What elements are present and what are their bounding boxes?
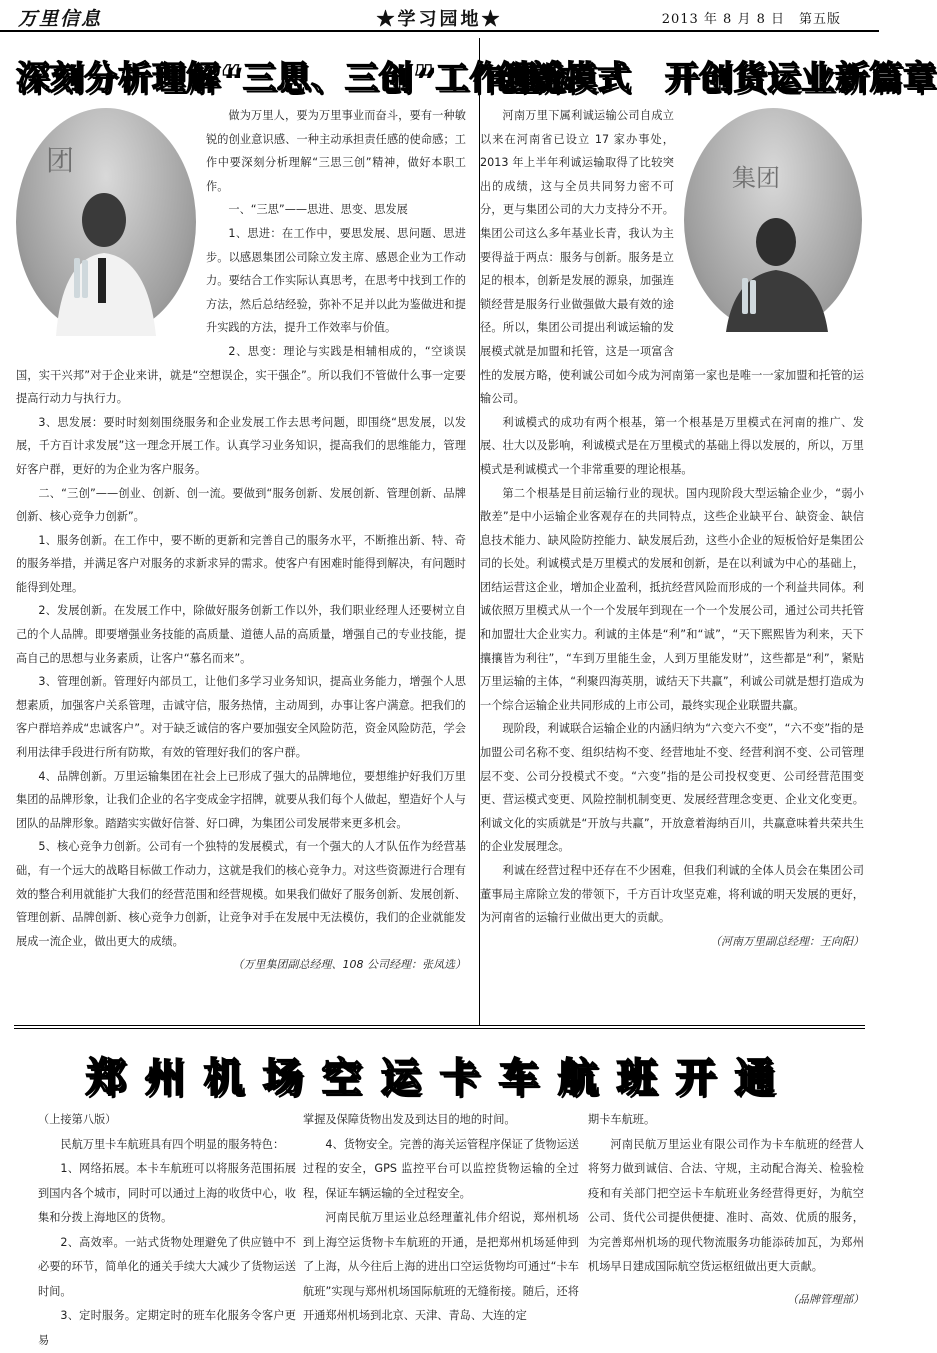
bottom-paragraph: 河南民航万里运业有限公司作为卡车航班的经营人将努力做到诚信、合法、守规，主动配合海关、检验检疫和有关部门把空运卡车航班业务经营得更好，为航空公司、货代公司提供便捷、准时、高效、优质的服务，为完善郑州机场的现代物流服务功能添砖加瓦，为郑州机场早日建成国际航空货运枢纽做出更大贡献。 bbox=[588, 1137, 864, 1273]
left-subheading: 一、“三思”——思进、思变、思发展 bbox=[228, 203, 408, 217]
bottom-paragraph: 掌握及保障货物出发及到达目的地的时间。 bbox=[303, 1113, 516, 1126]
right-article-title: 创新模式 开创货运业新篇章 bbox=[495, 58, 937, 97]
right-paragraph: 现阶段，利诚联合运输企业的内涵归纳为“六变六不变”，“六不变”指的是加盟公司名称不变、组织结构不变、经营地址不变、经营利润不变、公司管理层不变、公司分投模式不变。“六变”指的是公司投权变更、公司经营范围变更、营运模式变更、风险控制机制变更、发展经营理念变更、企业文化变更。利诚文化的实质就是“开放与共赢”，开放意着海纳百川，共赢意味着共荣共生的企业发展理念。 bbox=[480, 722, 864, 854]
bottom-paragraph: 期卡车航班。 bbox=[588, 1113, 656, 1126]
left-article-title: 深刻分析理解“三思、三创”工作理念 bbox=[16, 58, 572, 97]
left-paragraph: 3、管理创新。管理好内部员工，让他们多学习业务知识，提高业务能力，增强个人思想素质，加强客户关系管理，击诚守信，服务热情，主动周到，办事让客户满意。把我们的客户群培养成“忠诚客户”。对于缺乏诚信的客户要加强安全风险防范，资金风险防范，学会利用法律手段进行所有防欺，有效的管理好我们的客户群。 bbox=[16, 675, 466, 760]
section-divider-double bbox=[14, 1028, 865, 1029]
backdrop-logo-text: 集团 bbox=[732, 164, 780, 192]
left-paragraph: 2、思变：理论与实践是相辅相成的，“空谈误国，实干兴邦”对于企业来讲，就是“空想误企，实干强企”。所以我们不管做什么事一定要提高行动力与执行力。 bbox=[16, 344, 466, 406]
backdrop-logo-text: 团 bbox=[46, 144, 75, 177]
bottom-paragraph: 3、定时服务。定期定时的班车化服务令客户更易 bbox=[38, 1309, 296, 1347]
left-paragraph: 1、服务创新。在工作中，要不断的更新和完善自己的服务水平，不断推出新、特、奇的服务举措，并满足客户对服务的求新求异的需求。使客户有困难时能得到解决，有问题时能得到处理。 bbox=[16, 533, 466, 594]
newspaper-name: 万里信息 bbox=[18, 8, 103, 30]
right-paragraph: 河南万里下属利诚运输公司自成立以来在河南省已设立 17 家办事处，2013 年上半年利诚运输取得了比较突出的成绩，这与全员共同努力密不可分，更与集团公司的大力支持分不开。集团公司这么多年基业长青，我认为主要得益于两点：服务与创新。服务是立足的根本，创新是发展的源泉，加强连锁经营是服务行业做强做大最有效的途径。所以，集团公司提出利诚运输的发展模式就是加盟和托管，这是一项富含性的发展方略，使利诚公司如今成为河南第一家也是唯一一家加盟和托管的运输公司。 bbox=[480, 109, 864, 406]
left-paragraph: 1、思进：在工作中，要思发展、思问题、思进步。以感恩集团公司除立发主席、感恩企业为工作动力。要结合工作实际认真思考，在思考中找到工作的方法，然后总结经验，弥补不足并以此为鉴做进和提升实践的方法，提升工作效率与价值。 bbox=[206, 226, 466, 335]
left-article-body bbox=[16, 104, 466, 977]
left-paragraph: 做为万里人，要为万里事业而奋斗，要有一种敏锐的创业意识感、一种主动承担责任感的使命感；工作中要深刻分析理解“三思三创”精神，做好本职工作。 bbox=[206, 109, 466, 193]
right-paragraph: 利诚模式的成功有两个根基，第一个根基是万里模式在河南的推广、发展、壮大以及影响，利诚模式是在万里模式的基础上得以发展的，所以，万里模式是利诚模式一个非常重要的理论根基。 bbox=[480, 415, 864, 476]
right-paragraph: 第二个根基是目前运输行业的现状。国内现阶段大型运输企业少，“弱小散差”是中小运输企业客观存在的共同特点，这些企业缺平台、缺资金、缺信息技术能力、缺风险防控能力、缺发展后劲，这些小企业的短板恰好是集团公司的长处。利诚模式是万里模式的发展和创新，是在以利诚为中心的基础上，团结运营这企业，增加企业盈利，抵抗经营风险而形成的一个利益共同体。利诚依照万里模式从一个一个发展年到现在一个一个发展公司，通过公司共托管和加盟壮大企业实力。利诚的主体是“利”和“诚”，“天下熙熙皆为利来，天下攘攘皆为利往”，“车到万里能生金，人到万里能发财”，这些都是“利”，紧贴万里运输的主体，“利聚四海英朋，诚结天下共赢”，利诚公司就是想打造成为一个综合运输企业共同形成的上市公司，最终实现企业联盟共赢。 bbox=[480, 486, 864, 712]
section-divider bbox=[14, 1025, 865, 1026]
left-paragraph: 5、核心竞争力创新。公司有一个独特的发展模式，有一个强大的人才队伍作为经营基础，有一个远大的战略目标做工作动力，这就是我们的核心竞争力。对这些资源进行合理有效的整合利用就能扩大我们的经营范围和经营规模。如果我们做好了服务创新、发展创新、管理创新、品牌创新、核心竞争力创新，让竞争对手在发展中无法模仿，我们的企业就能发展成一流企业，做出更大的成绩。 bbox=[16, 840, 466, 948]
bottom-paragraph: 河南民航万里运业总经理董礼伟介绍说，郑州机场到上海空运货物卡车航班的开通，是把郑州机场延伸到了上海，从今往后上海的进出口空运货物均可通过“卡车航班”实现与郑州机场国际航班的无缝衔接。随后，还将开通郑州机场到北京、天津、青岛、大连的定 bbox=[303, 1211, 579, 1322]
right-paragraph: 利诚在经营过程中还存在不少困难，但我们利诚的全体人员会在集团公司董事局主席除立发的带领下，千方百计攻坚克难，将利诚的明天发展的更好，为河南省的运输行业做出更大的贡献。 bbox=[480, 864, 864, 925]
right-article-signature: （河南万里副总经理：王向阳） bbox=[710, 934, 864, 948]
section-title: ★学习园地★ bbox=[376, 9, 503, 30]
issue-date: 2013 年 8 月 8 日 第五版 bbox=[661, 12, 841, 27]
left-paragraph: 3、思发展：要时时刻刻围绕服务和企业发展工作去思考问题，即围绕“思发展，以发展，千方百计求发展”这一理念开展工作。认真学习业务知识，提高我们的思维能力，管理好客户群，更好的为企业为客户服务。 bbox=[16, 415, 466, 476]
bottom-paragraph: （上接第八版） bbox=[38, 1113, 117, 1126]
bottom-column-2 bbox=[303, 1108, 579, 1329]
bottom-paragraph: 1、网络拓展。本卡车航班可以将服务范围拓展到国内各个城市，同时可以通过上海的收货中心，收集和分拨上海地区的货物。 bbox=[38, 1162, 296, 1224]
bottom-article-signature: （品牌管理部） bbox=[787, 1292, 864, 1306]
left-article-signature: （万里集团副总经理、108 公司经理：张凤选） bbox=[232, 958, 466, 972]
page-header bbox=[0, 0, 879, 32]
left-paragraph: 2、发展创新。在发展工作中，除做好服务创新工作以外，我们职业经理人还要树立自己的个人品牌。即要增强业务技能的高质量、道德人品的高质量，增强自己的专业技能，提高自己的思想与业务素质，让客户“慕名而来”。 bbox=[16, 604, 466, 665]
bottom-column-3 bbox=[588, 1108, 864, 1312]
bottom-headline: 郑州机场空运卡车航班开通 bbox=[85, 1055, 794, 1101]
left-paragraph: 4、品牌创新。万里运输集团在社会上已形成了强大的品牌地位，要想维护好我们万里集团的品牌形象，让我们企业的名字变成金字招牌，就要从我们每个人做起，塑造好个人与团队的品牌形象。踏踏实实做好信誉、好口碑，为集团公司发展带来更多机会。 bbox=[16, 769, 466, 830]
bottom-column-1 bbox=[38, 1108, 296, 1353]
bottom-paragraph: 民航万里卡车航班具有四个明显的服务特色： bbox=[60, 1137, 285, 1151]
bottom-paragraph: 4、货物安全。完善的海关运管程序保证了货物运送过程的安全，GPS 监控平台可以监控货物运输的全过程，保证车辆运输的全过程安全。 bbox=[303, 1137, 579, 1200]
right-article-body bbox=[480, 104, 864, 953]
left-subheading: 二、“三创”——创业、创新、创一流。要做到“服务创新、发展创新、管理创新、品牌创新、核心竞争力创新”。 bbox=[16, 486, 466, 524]
bottom-paragraph: 2、高效率。一站式货物处理避免了供应链中不必要的环节，简单化的通关手续大大减少了货物运送时间。 bbox=[38, 1235, 296, 1298]
